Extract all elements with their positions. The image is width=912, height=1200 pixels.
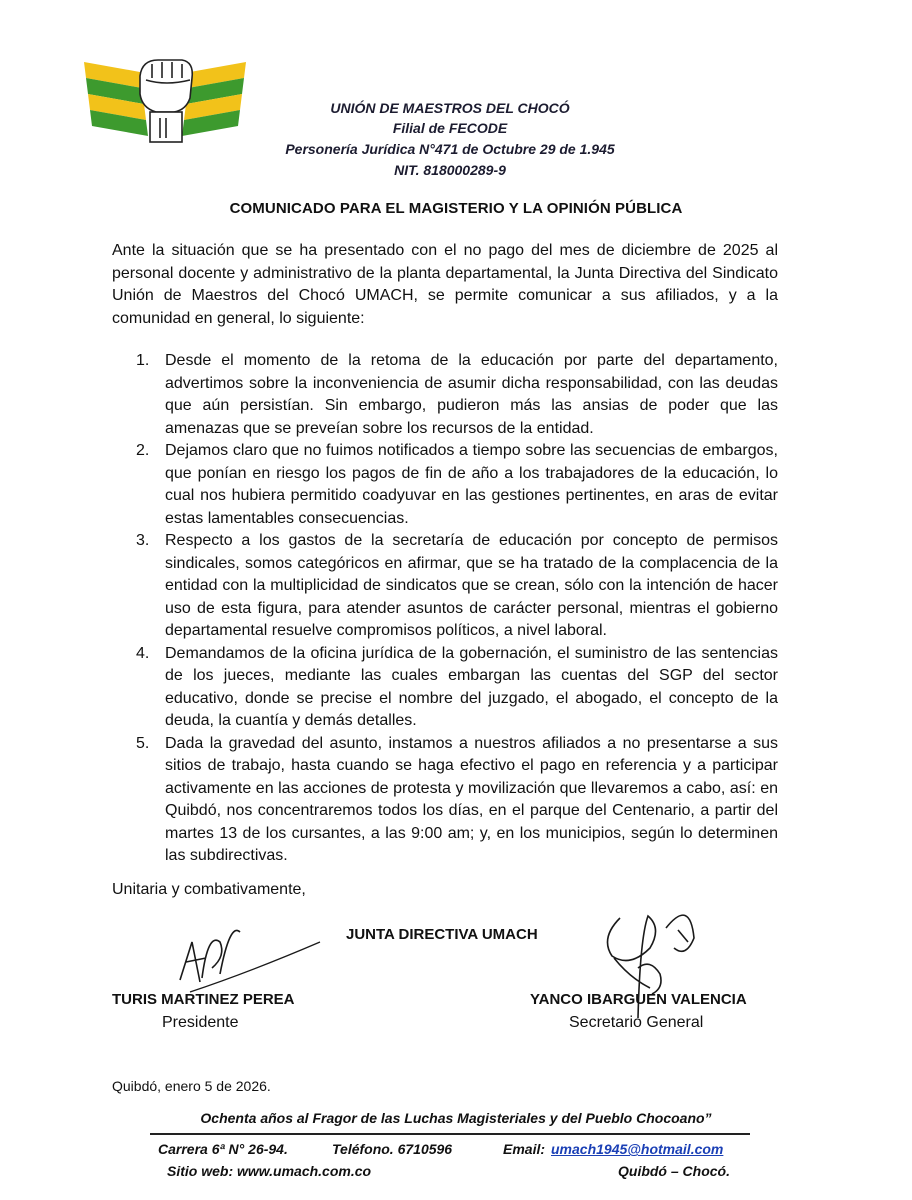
- signature-right: [590, 898, 720, 1058]
- item-number: 1.: [136, 352, 150, 369]
- signer-right-role: Secretario General: [569, 1014, 704, 1031]
- footer-email-link[interactable]: umach1945@hotmail.com: [551, 1141, 724, 1157]
- list-item: [112, 530, 778, 643]
- signer-right-name: YANCO IBARGUEN VALENCIA: [530, 991, 747, 1008]
- org-nit: NIT. 818000289-9: [394, 162, 506, 178]
- signature-left: [150, 912, 350, 1002]
- document-date: Quibdó, enero 5 de 2026.: [112, 1078, 271, 1094]
- footer-phone: Teléfono. 6710596: [332, 1141, 453, 1157]
- logo-left-banner: [84, 62, 148, 136]
- item-number: 5.: [136, 734, 150, 752]
- document-title: COMUNICADO PARA EL MAGISTERIO Y LA OPINIÓN PÚBLICA: [229, 200, 683, 217]
- signer-left-role: Presidente: [162, 1014, 239, 1031]
- item-number: 4.: [136, 644, 150, 662]
- org-legal-status: Personería Jurídica N°471 de Octubre 29 de 1.945: [285, 141, 615, 157]
- footer-website: Sitio web: www.umach.com.co: [167, 1163, 372, 1179]
- intro-paragraph: Ante la situación que se ha presentado con el no pago del mes de diciembre de 2025 al personal docente y administrativo de la planta departamental, la Junta Directiva del Sindicato Unión de Maestros del Chocó UMACH, se permite comunicar a sus afiliados, y a la comunidad en general, lo siguiente:: [112, 242, 778, 327]
- footer-motto: Ochenta años al Fragor de las Luchas Magisteriales y del Pueblo Chocoano”: [200, 1110, 712, 1126]
- org-affiliation: Filial de FECODE: [392, 120, 508, 136]
- list-item: [112, 350, 778, 440]
- item-text: Desde el momento de la retoma de la educación por parte del departamento, advertimos sobre la inconveniencia de asumir dicha responsabilidad, con las deudas que aún persistían. Sin embargo, pudieron más las ansias de poder que las amenazas que se preveían sobre los recursos de la entidad.: [165, 352, 778, 437]
- item-text: Respecto a los gastos de la secretaría de educación por concepto de permisos sindicales, somos categóricos en afirmar, que se ha tratado de la complacencia de la entidad con la multiplicidad de sindicatos que se crean, sólo con la intención de hacer uso de esta figura, para atender asuntos de carácter personal, mientras el gobierno departamental resuelve compromisos políticos, a nivel laboral.: [165, 532, 778, 639]
- footer-email-label: Email:: [503, 1141, 546, 1157]
- list-item: [112, 733, 778, 868]
- footer-city: Quibdó – Chocó.: [618, 1163, 730, 1179]
- umach-logo: [82, 54, 248, 146]
- footer-divider: [150, 1133, 750, 1135]
- org-name: UNIÓN DE MAESTROS DEL CHOCÓ: [330, 100, 570, 116]
- item-text: Demandamos de la oficina jurídica de la gobernación, el suministro de las sentencias de los jueces, mediante las cuales embargan las cuentas del SGP del sector educativo, donde se precise el nombre del juzgado, el abogado, el concepto de la deuda, la cuantía y demás detalles.: [165, 644, 778, 729]
- item-text: Dada la gravedad del asunto, instamos a nuestros afiliados a no presentarse a sus sitios de trabajo, hasta cuando se haga efectivo el pago en referencia y a participar activamente en las acciones de protesta y movilización que llevaremos a cabo, así: en Quibdó, nos concentraremos todos los días, en el parque del Centenario, a partir del martes 13 de los cursantes, a las 9:00 am; y, en los municipios, según lo determinen las subdirectivas.: [165, 734, 778, 864]
- statement-list: [112, 350, 778, 868]
- item-number: 3.: [136, 532, 150, 549]
- item-text: Dejamos claro que no fuimos notificados a tiempo sobre las secuencias de embargos, que ponían en riesgo los pagos de fin de año a los trabajadores de la educación, lo cual nos hubiera permitido coadyuvar en las gestiones pertinentes, en aras de evitar estas lamentables consecuencias.: [165, 442, 778, 527]
- board-name: JUNTA DIRECTIVA UMACH: [346, 926, 538, 943]
- signer-left-name: TURIS MARTINEZ PEREA: [112, 991, 295, 1008]
- list-item: [112, 440, 778, 530]
- list-item: [112, 643, 778, 733]
- item-number: 2.: [136, 442, 150, 459]
- closing-text: Unitaria y combativamente,: [112, 881, 306, 898]
- footer-address: Carrera 6ª N° 26-94.: [158, 1141, 288, 1157]
